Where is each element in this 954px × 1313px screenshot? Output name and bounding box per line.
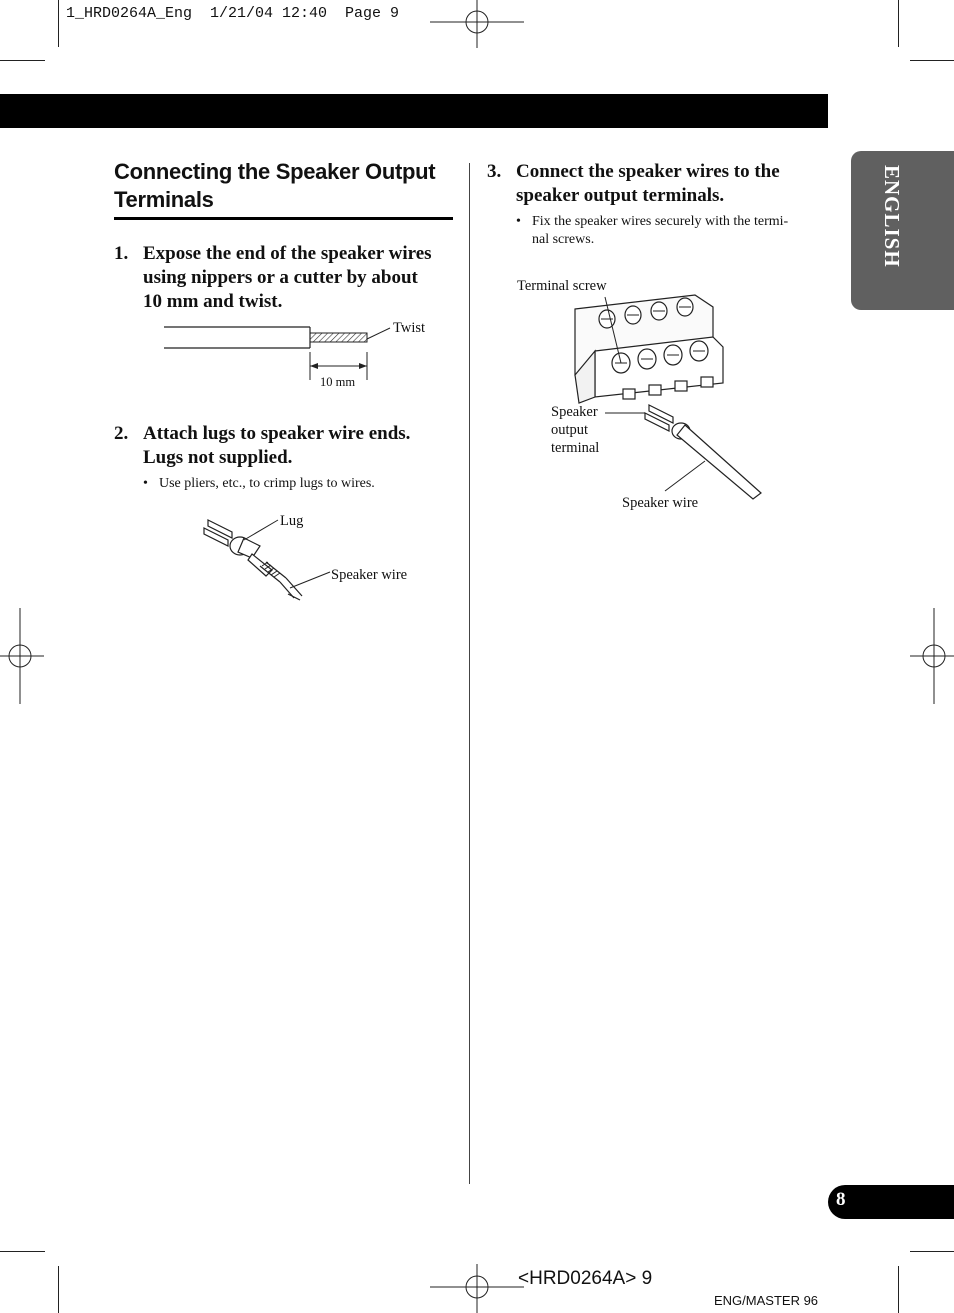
footer-code: <HRD0264A> 9	[518, 1268, 653, 1289]
header-bar	[0, 94, 828, 128]
step-number: 2.	[114, 423, 129, 444]
step-2-bullet: • Use pliers, etc., to crimp lugs to wires.	[143, 476, 375, 491]
footer-master: ENG/MASTER 96	[714, 1293, 819, 1308]
length-label: 10 mm	[320, 375, 356, 389]
page-number-tab	[828, 1185, 954, 1219]
lug-illustration	[198, 510, 338, 610]
step-number: 3.	[487, 161, 502, 182]
step-3	[487, 160, 827, 210]
step-3-bullet: • Fix the speaker wires securely with the termi- nal screws.	[516, 214, 789, 247]
page-number: 8	[836, 1189, 846, 1210]
step-text-line: Attach lugs to speaker wire ends.	[143, 423, 411, 444]
twist-label: Twist	[393, 320, 426, 336]
step-2	[114, 422, 459, 472]
lug-label: Lug	[280, 513, 304, 529]
step-text-line: Expose the end of the speaker wires	[143, 243, 432, 264]
wire-label: Speaker wire	[331, 567, 408, 583]
title-rule	[114, 217, 453, 220]
step-number: 1.	[114, 243, 129, 264]
step-text-line: 10 mm and twist.	[143, 291, 283, 312]
terminal-screw-label: Terminal screw	[517, 278, 607, 294]
step-1	[114, 242, 459, 317]
step-text-line: Lugs not supplied.	[143, 447, 293, 468]
step-text-line: speaker output terminals.	[516, 185, 725, 206]
section-title: Connecting the Speaker Output Terminals	[114, 159, 436, 212]
step-text-line: Connect the speaker wires to the	[516, 161, 780, 182]
language-label: ENGLISH	[880, 165, 904, 268]
step-text-line: using nippers or a cutter by about	[143, 267, 418, 288]
terminal-block-illustration	[545, 285, 805, 515]
speaker-output-terminal-label: Speaker output terminal	[551, 404, 600, 456]
print-slug: 1_HRD0264A_Eng 1/21/04 12:40 Page 9	[66, 5, 400, 22]
column-divider	[469, 163, 470, 1184]
speaker-wire-label: Speaker wire	[622, 495, 699, 511]
